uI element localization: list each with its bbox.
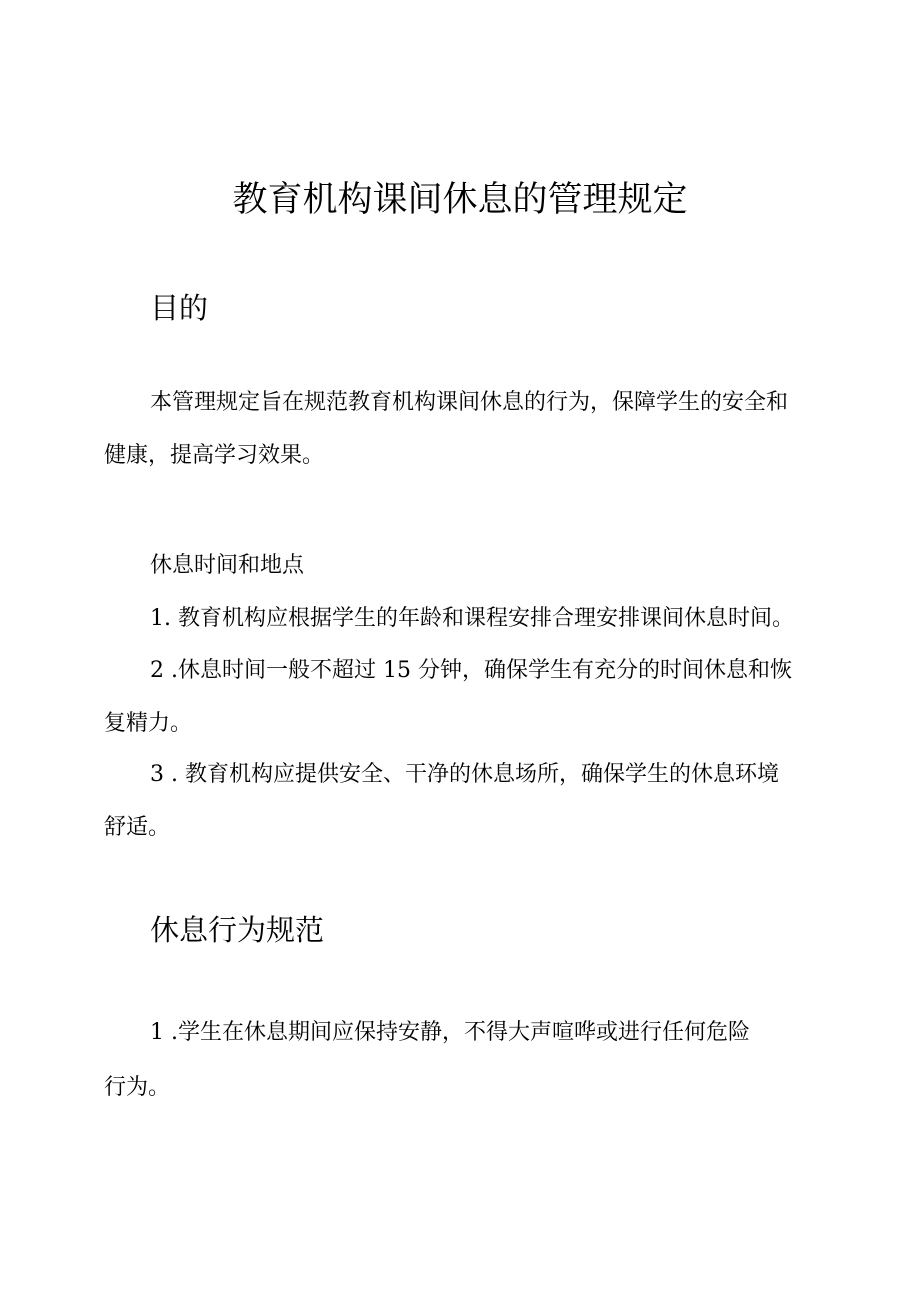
time-place-item-1-line-1: 1. 教育机构应根据学生的年龄和课程安排合理安排课间休息时间。 xyxy=(150,606,794,631)
document-title: 教育机构课间休息的管理规定 xyxy=(232,180,688,220)
time-place-item-2-line-1: 2 .休息时间一般不超过 15 分钟，确保学生有充分的时间休息和恢 xyxy=(150,658,792,683)
purpose-paragraph xyxy=(104,376,829,482)
time-place-item-1 xyxy=(104,592,829,645)
time-place-item-2-line-2: 复精力。 xyxy=(104,711,193,736)
behavior-item-1 xyxy=(104,1006,829,1114)
time-place-item-3-line-2: 舒适。 xyxy=(104,815,171,840)
purpose-paragraph-line-1: 本管理规定旨在规范教育机构课间休息的行为，保障学生的安全和 xyxy=(150,390,789,415)
purpose-paragraph-line-2: 健康，提高学习效果。 xyxy=(104,443,325,468)
section-heading-behavior: 休息行为规范 xyxy=(150,913,325,947)
behavior-item-1-line-1: 1 .学生在休息期间应保持安静，不得大声喧哗或进行任何危险 xyxy=(150,1020,750,1045)
behavior-item-1-line-2: 行为。 xyxy=(104,1075,171,1100)
time-place-item-3-line-1: 3 . 教育机构应提供安全、干净的休息场所，确保学生的休息环境 xyxy=(150,762,779,787)
time-place-item-3 xyxy=(104,748,829,854)
time-place-item-2 xyxy=(104,644,829,750)
section-heading-purpose: 目的 xyxy=(150,291,209,325)
section-heading-time-place: 休息时间和地点 xyxy=(150,553,305,578)
